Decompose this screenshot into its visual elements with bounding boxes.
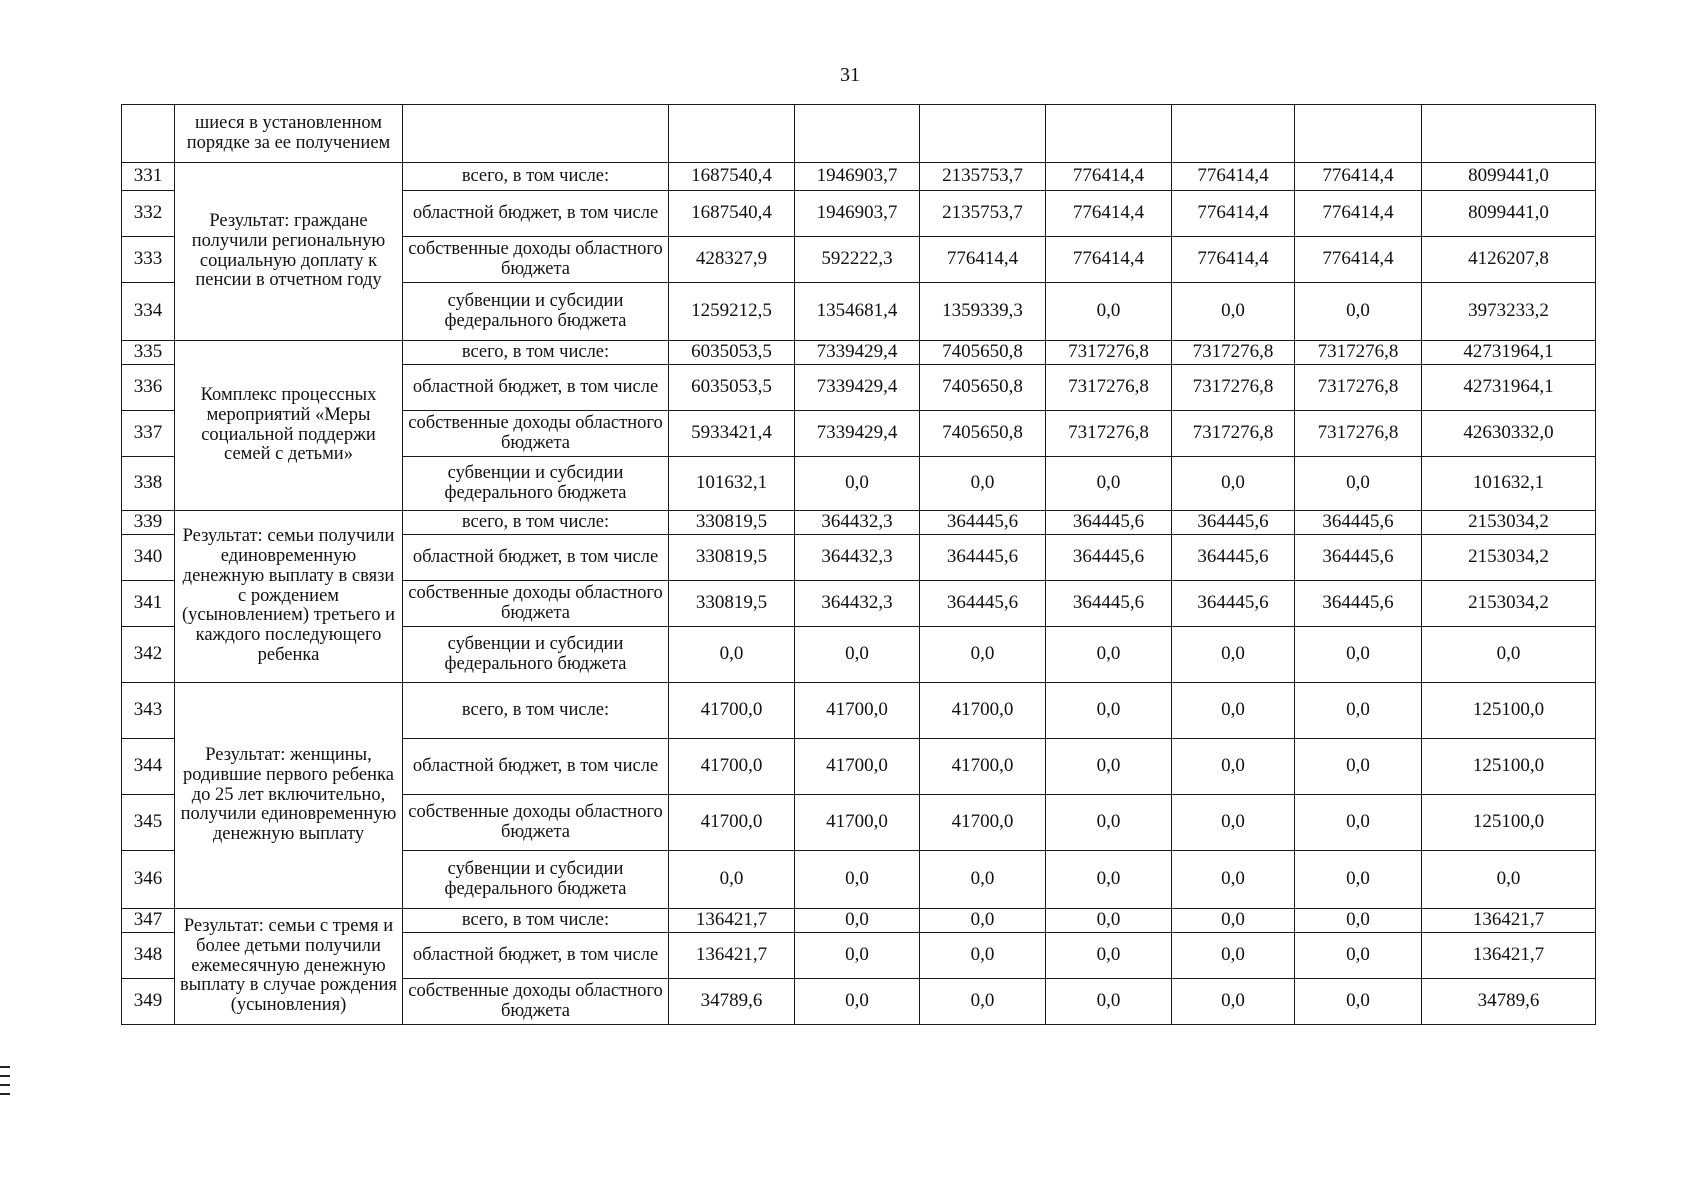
funding-source: всего, в том числе:	[403, 163, 669, 191]
year-value: 364445,6	[1172, 535, 1295, 581]
binding-mark	[0, 1084, 10, 1086]
binding-mark	[0, 1066, 10, 1068]
budget-table	[121, 104, 1596, 1025]
year-value: 41700,0	[795, 683, 920, 739]
binding-mark	[0, 1093, 10, 1095]
total-value: 2153034,2	[1422, 511, 1596, 535]
year-value: 41700,0	[795, 739, 920, 795]
row-number: 338	[122, 457, 175, 511]
year-value: 776414,4	[1295, 191, 1422, 237]
year-value: 776414,4	[1295, 237, 1422, 283]
year-value: 364445,6	[1295, 535, 1422, 581]
total-value: 8099441,0	[1422, 191, 1596, 237]
group-description: Результат: семьи получили единовременную денежную выплату в связи с рождением (усыновлением) третьего и каждого последующего ребенка	[175, 511, 403, 683]
year-value: 1946903,7	[795, 191, 920, 237]
year-value: 41700,0	[920, 739, 1046, 795]
year-value: 7317276,8	[1172, 365, 1295, 411]
year-value: 7317276,8	[1046, 411, 1172, 457]
year-value: 0,0	[795, 909, 920, 933]
year-value: 7317276,8	[1295, 365, 1422, 411]
year-value: 776414,4	[920, 237, 1046, 283]
year-value: 776414,4	[1172, 191, 1295, 237]
year-value: 364445,6	[1046, 511, 1172, 535]
continuation-description: шиеся в установленном порядке за ее получением	[175, 105, 403, 163]
year-value: 41700,0	[795, 795, 920, 851]
funding-source: собственные доходы областного бюджета	[403, 581, 669, 627]
year-value: 364445,6	[1295, 511, 1422, 535]
year-value: 776414,4	[1172, 237, 1295, 283]
group-description: Результат: граждане получили региональную социальную доплату к пенсии в отчетном году	[175, 163, 403, 341]
value-cell	[795, 105, 920, 163]
year-value: 41700,0	[669, 739, 795, 795]
total-value: 101632,1	[1422, 457, 1596, 511]
year-value: 7405650,8	[920, 341, 1046, 365]
year-value: 776414,4	[1046, 191, 1172, 237]
year-value: 0,0	[795, 851, 920, 909]
year-value: 7405650,8	[920, 365, 1046, 411]
year-value: 0,0	[920, 627, 1046, 683]
year-value: 0,0	[1046, 933, 1172, 979]
year-value: 5933421,4	[669, 411, 795, 457]
year-value: 0,0	[669, 627, 795, 683]
year-value: 0,0	[1046, 739, 1172, 795]
year-value: 0,0	[1295, 283, 1422, 341]
year-value: 364445,6	[1046, 535, 1172, 581]
year-value: 7405650,8	[920, 411, 1046, 457]
funding-source: всего, в том числе:	[403, 341, 669, 365]
funding-source: собственные доходы областного бюджета	[403, 979, 669, 1025]
group-description: Комплекс процессных мероприятий «Меры социальной поддержи семей с детьми»	[175, 341, 403, 511]
total-value: 4126207,8	[1422, 237, 1596, 283]
year-value: 0,0	[920, 909, 1046, 933]
year-value: 0,0	[1295, 851, 1422, 909]
year-value: 364445,6	[920, 535, 1046, 581]
year-value: 41700,0	[669, 683, 795, 739]
year-value: 0,0	[795, 933, 920, 979]
year-value: 136421,7	[669, 933, 795, 979]
total-value: 136421,7	[1422, 909, 1596, 933]
year-value: 776414,4	[1046, 237, 1172, 283]
year-value: 0,0	[1172, 457, 1295, 511]
value-cell	[920, 105, 1046, 163]
row-number: 347	[122, 909, 175, 933]
year-value: 0,0	[795, 627, 920, 683]
year-value: 0,0	[1046, 795, 1172, 851]
page-number: 31	[840, 64, 860, 86]
year-value: 0,0	[1295, 739, 1422, 795]
year-value: 776414,4	[1172, 163, 1295, 191]
total-value: 42731964,1	[1422, 341, 1596, 365]
row-number: 344	[122, 739, 175, 795]
year-value: 330819,5	[669, 581, 795, 627]
year-value: 592222,3	[795, 237, 920, 283]
year-value: 0,0	[1172, 739, 1295, 795]
year-value: 364432,3	[795, 535, 920, 581]
year-value: 0,0	[1295, 909, 1422, 933]
year-value: 0,0	[1172, 683, 1295, 739]
value-cell	[1422, 105, 1596, 163]
funding-source: собственные доходы областного бюджета	[403, 411, 669, 457]
year-value: 34789,6	[669, 979, 795, 1025]
year-value: 364445,6	[1172, 581, 1295, 627]
row-number: 340	[122, 535, 175, 581]
table-row	[122, 341, 1596, 365]
year-value: 0,0	[1172, 851, 1295, 909]
row-number: 334	[122, 283, 175, 341]
year-value: 0,0	[1172, 283, 1295, 341]
year-value: 330819,5	[669, 511, 795, 535]
year-value: 0,0	[1046, 979, 1172, 1025]
year-value: 1687540,4	[669, 163, 795, 191]
value-cell	[669, 105, 795, 163]
year-value: 0,0	[1046, 909, 1172, 933]
funding-source: субвенции и субсидии федерального бюджета	[403, 851, 669, 909]
row-number: 346	[122, 851, 175, 909]
table-body	[122, 105, 1596, 1025]
table-row-continuation	[122, 105, 1596, 163]
binding-mark	[0, 1075, 10, 1077]
year-value: 364445,6	[1172, 511, 1295, 535]
year-value: 0,0	[1295, 795, 1422, 851]
year-value: 7317276,8	[1046, 365, 1172, 411]
year-value: 364445,6	[920, 581, 1046, 627]
source-cell	[403, 105, 669, 163]
funding-source: собственные доходы областного бюджета	[403, 237, 669, 283]
funding-source: собственные доходы областного бюджета	[403, 795, 669, 851]
total-value: 125100,0	[1422, 795, 1596, 851]
group-description: Результат: женщины, родившие первого ребенка до 25 лет включительно, получили единовременную денежную выплату	[175, 683, 403, 909]
funding-source: всего, в том числе:	[403, 909, 669, 933]
year-value: 1946903,7	[795, 163, 920, 191]
year-value: 0,0	[669, 851, 795, 909]
total-value: 136421,7	[1422, 933, 1596, 979]
funding-source: областной бюджет, в том числе	[403, 191, 669, 237]
year-value: 364445,6	[1295, 581, 1422, 627]
year-value: 364432,3	[795, 581, 920, 627]
row-number: 345	[122, 795, 175, 851]
funding-source: всего, в том числе:	[403, 683, 669, 739]
year-value: 0,0	[920, 979, 1046, 1025]
year-value: 0,0	[1172, 795, 1295, 851]
year-value: 2135753,7	[920, 191, 1046, 237]
value-cell	[1046, 105, 1172, 163]
funding-source: субвенции и субсидии федерального бюджета	[403, 627, 669, 683]
row-number: 349	[122, 979, 175, 1025]
year-value: 0,0	[1172, 909, 1295, 933]
year-value: 0,0	[920, 851, 1046, 909]
year-value: 2135753,7	[920, 163, 1046, 191]
table-row	[122, 683, 1596, 739]
year-value: 0,0	[1046, 283, 1172, 341]
year-value: 776414,4	[1046, 163, 1172, 191]
funding-source: областной бюджет, в том числе	[403, 933, 669, 979]
total-value: 8099441,0	[1422, 163, 1596, 191]
row-number: 333	[122, 237, 175, 283]
year-value: 428327,9	[669, 237, 795, 283]
year-value: 6035053,5	[669, 365, 795, 411]
funding-source: областной бюджет, в том числе	[403, 739, 669, 795]
table-row	[122, 511, 1596, 535]
year-value: 0,0	[795, 979, 920, 1025]
funding-source: областной бюджет, в том числе	[403, 365, 669, 411]
year-value: 0,0	[1295, 457, 1422, 511]
year-value: 7339429,4	[795, 411, 920, 457]
year-value: 330819,5	[669, 535, 795, 581]
total-value: 42731964,1	[1422, 365, 1596, 411]
year-value: 364445,6	[920, 511, 1046, 535]
year-value: 101632,1	[669, 457, 795, 511]
year-value: 0,0	[1172, 979, 1295, 1025]
year-value: 0,0	[1172, 933, 1295, 979]
total-value: 3973233,2	[1422, 283, 1596, 341]
row-number: 332	[122, 191, 175, 237]
total-value: 2153034,2	[1422, 535, 1596, 581]
row-number: 342	[122, 627, 175, 683]
row-number: 335	[122, 341, 175, 365]
year-value: 0,0	[920, 933, 1046, 979]
year-value: 0,0	[1046, 457, 1172, 511]
year-value: 0,0	[795, 457, 920, 511]
row-number: 336	[122, 365, 175, 411]
year-value: 7339429,4	[795, 341, 920, 365]
year-value: 0,0	[1295, 933, 1422, 979]
value-cell	[1172, 105, 1295, 163]
table-row	[122, 163, 1596, 191]
year-value: 364445,6	[1046, 581, 1172, 627]
year-value: 41700,0	[920, 795, 1046, 851]
total-value: 2153034,2	[1422, 581, 1596, 627]
funding-source: всего, в том числе:	[403, 511, 669, 535]
year-value: 0,0	[1046, 851, 1172, 909]
year-value: 0,0	[1172, 627, 1295, 683]
row-number: 337	[122, 411, 175, 457]
year-value: 7317276,8	[1046, 341, 1172, 365]
year-value: 1259212,5	[669, 283, 795, 341]
year-value: 776414,4	[1295, 163, 1422, 191]
row-number-cell	[122, 105, 175, 163]
year-value: 7317276,8	[1295, 341, 1422, 365]
total-value: 34789,6	[1422, 979, 1596, 1025]
year-value: 1687540,4	[669, 191, 795, 237]
funding-source: областной бюджет, в том числе	[403, 535, 669, 581]
year-value: 41700,0	[669, 795, 795, 851]
year-value: 7339429,4	[795, 365, 920, 411]
total-value: 125100,0	[1422, 683, 1596, 739]
year-value: 7317276,8	[1172, 411, 1295, 457]
total-value: 0,0	[1422, 627, 1596, 683]
total-value: 0,0	[1422, 851, 1596, 909]
funding-source: субвенции и субсидии федерального бюджета	[403, 457, 669, 511]
year-value: 0,0	[1295, 627, 1422, 683]
funding-source: субвенции и субсидии федерального бюджета	[403, 283, 669, 341]
table-row	[122, 909, 1596, 933]
year-value: 0,0	[1295, 979, 1422, 1025]
year-value: 136421,7	[669, 909, 795, 933]
year-value: 364432,3	[795, 511, 920, 535]
year-value: 0,0	[1046, 683, 1172, 739]
year-value: 1359339,3	[920, 283, 1046, 341]
year-value: 1354681,4	[795, 283, 920, 341]
year-value: 41700,0	[920, 683, 1046, 739]
row-number: 341	[122, 581, 175, 627]
year-value: 7317276,8	[1295, 411, 1422, 457]
total-value: 42630332,0	[1422, 411, 1596, 457]
year-value: 0,0	[1295, 683, 1422, 739]
row-number: 343	[122, 683, 175, 739]
row-number: 348	[122, 933, 175, 979]
row-number: 331	[122, 163, 175, 191]
year-value: 6035053,5	[669, 341, 795, 365]
total-value: 125100,0	[1422, 739, 1596, 795]
group-description: Результат: семьи с тремя и более детьми получили ежемесячную денежную выплату в случае рождения (усыновления)	[175, 909, 403, 1025]
year-value: 7317276,8	[1172, 341, 1295, 365]
year-value: 0,0	[920, 457, 1046, 511]
value-cell	[1295, 105, 1422, 163]
year-value: 0,0	[1046, 627, 1172, 683]
row-number: 339	[122, 511, 175, 535]
